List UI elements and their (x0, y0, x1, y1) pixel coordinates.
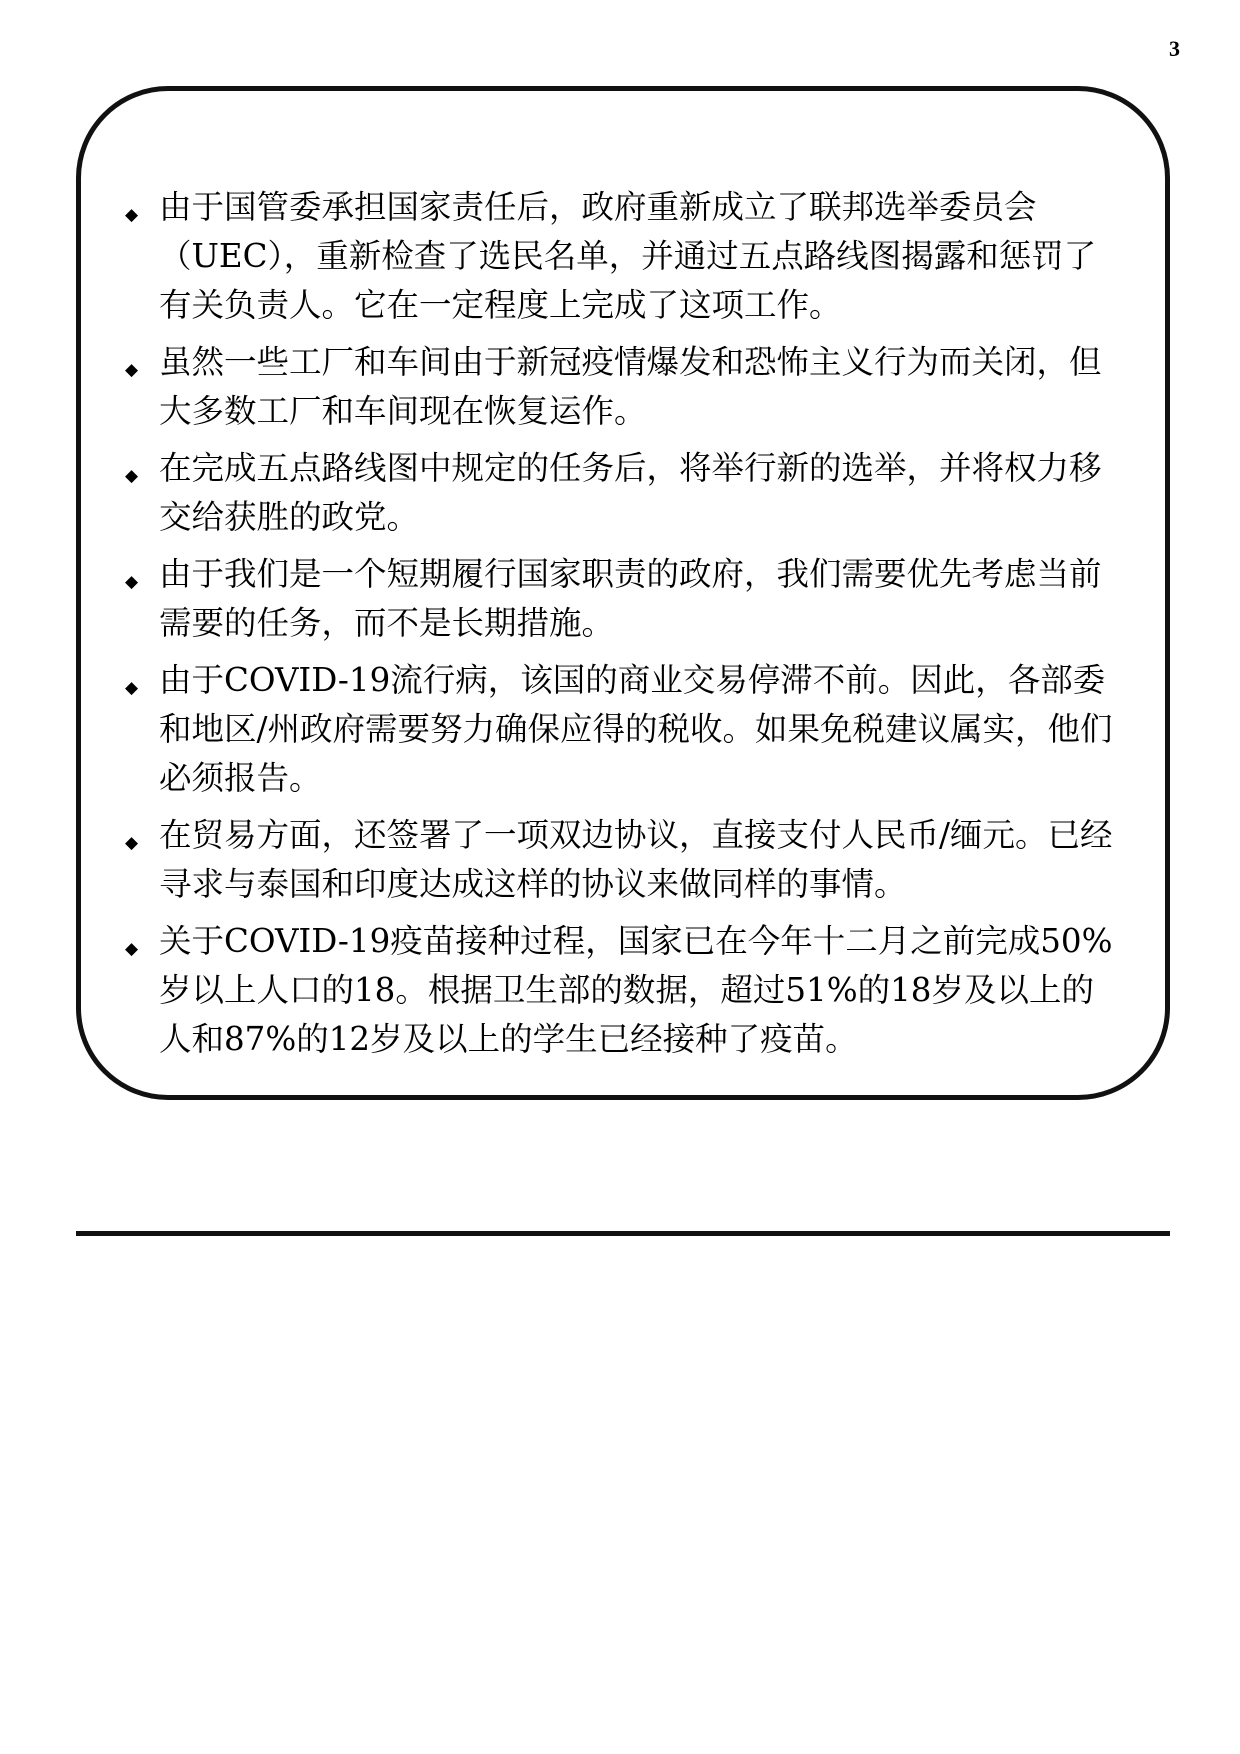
diamond-bullet-icon: ◆ (125, 205, 139, 225)
bullet-text: 在贸易方面，还签署了一项双边协议，直接支付人民币/缅元。已经寻求与泰国和印度达成这样的协议来做同样的事情。 (159, 816, 1113, 903)
bullet-text: 由于国管委承担国家责任后，政府重新成立了联邦选举委员会（UEC），重新检查了选民名单，并通过五点路线图揭露和惩罚了有关负责人。它在一定程度上完成了这项工作。 (159, 188, 1097, 324)
bullet-item (121, 444, 1121, 542)
diamond-bullet-icon: ◆ (125, 939, 139, 959)
diamond-bullet-icon: ◆ (125, 833, 139, 853)
diamond-bullet-icon: ◆ (125, 466, 139, 486)
page-number: 3 (1169, 36, 1180, 61)
bullet-item (121, 338, 1121, 436)
bullet-item (121, 811, 1121, 909)
bullet-text: 虽然一些工厂和车间由于新冠疫情爆发和恐怖主义行为而关闭，但大多数工厂和车间现在恢复运作。 (159, 343, 1102, 430)
diamond-bullet-icon: ◆ (125, 360, 139, 380)
content-box (76, 86, 1170, 1100)
bullet-item (121, 656, 1121, 803)
bullet-item (121, 550, 1121, 648)
diamond-bullet-icon: ◆ (125, 572, 139, 592)
bullet-item (121, 183, 1121, 330)
bullet-item (121, 917, 1121, 1064)
bullet-text: 在完成五点路线图中规定的任务后，将举行新的选举，并将权力移交给获胜的政党。 (159, 449, 1102, 536)
bullet-list (121, 183, 1121, 1072)
bullet-text: 由于COVID-19流行病，该国的商业交易停滞不前。因此，各部委和地区/州政府需要努力确保应得的税收。如果免税建议属实，他们必须报告。 (159, 661, 1113, 797)
diamond-bullet-icon: ◆ (125, 678, 139, 698)
bullet-text: 关于COVID-19疫苗接种过程，国家已在今年十二月之前完成50%岁以上人口的18。根据卫生部的数据，超过51%的18岁及以上的人和87%的12岁及以上的学生已经接种了疫苗。 (159, 922, 1113, 1058)
footer-divider (76, 1231, 1170, 1236)
bullet-text: 由于我们是一个短期履行国家职责的政府，我们需要优先考虑当前需要的任务，而不是长期措施。 (159, 555, 1102, 642)
